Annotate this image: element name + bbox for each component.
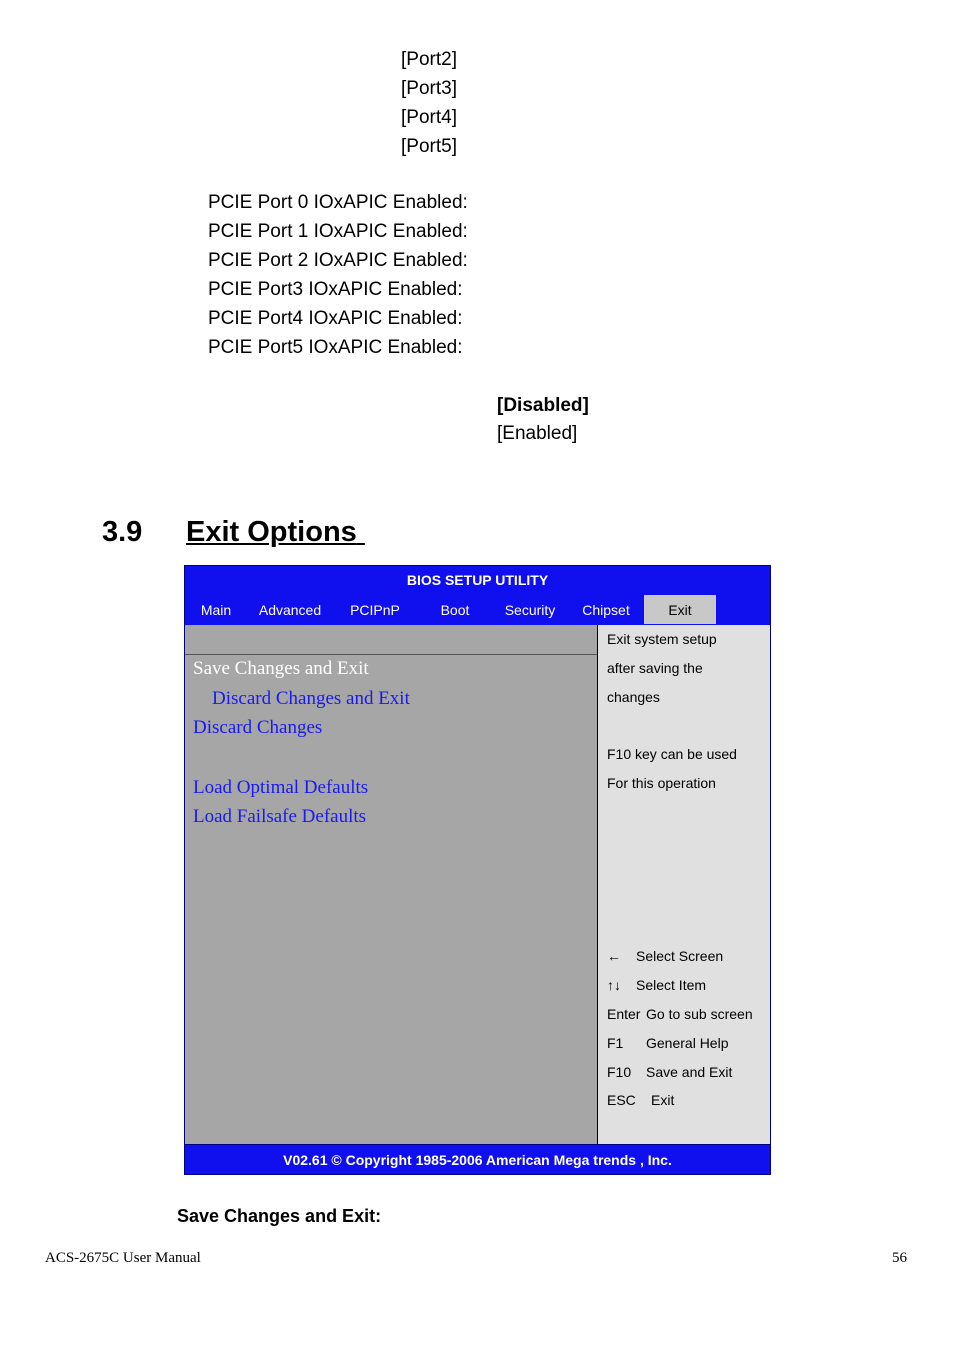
pcie-item: PCIE Port 0 IOxAPIC Enabled: [208,192,468,213]
tab-pcipnp[interactable]: PCIPnP [350,602,400,618]
key-desc: General Help [646,1035,729,1051]
pcie-ioxapic-list [208,190,468,364]
port-option: [Port2] [401,49,457,70]
bios-menu-panel [185,625,598,1144]
key-desc: Select Item [636,977,707,993]
bios-window [184,565,771,1175]
key-select-screen [607,946,723,966]
key-desc: Exit [651,1092,675,1108]
section-number: 3.9 [102,516,143,548]
key-esc [607,1090,674,1110]
manual-title: ACS-2675C User Manual [45,1250,201,1266]
tab-chipset[interactable]: Chipset [582,602,630,618]
key-label: Enter [607,1006,641,1022]
page-number: 56 [892,1250,907,1266]
option-default: [Disabled] [497,395,589,416]
option-values [497,393,589,449]
key-select-item [607,975,706,995]
port-option: [Port5] [401,136,457,157]
key-label: ESC [607,1092,636,1108]
section-title: Exit Options [186,516,357,548]
bios-tab-bar [185,594,770,625]
key-desc: Go to sub screen [646,1006,753,1022]
bios-title: BIOS SETUP UTILITY [185,566,770,594]
pcie-item: PCIE Port 2 IOxAPIC Enabled: [208,250,468,271]
tab-boot[interactable]: Boot [440,602,470,618]
subheading: Save Changes and Exit: [177,1206,382,1226]
menu-discard-changes-exit[interactable]: Discard Changes and Exit [212,688,410,709]
pcie-item: PCIE Port3 IOxAPIC Enabled: [208,279,463,300]
tab-main[interactable]: Main [200,602,232,618]
key-desc: Save and Exit [646,1064,733,1080]
help-text: after saving the [607,660,703,676]
key-label: F10 [607,1064,632,1080]
bios-help-panel [598,625,770,1144]
help-text: F10 key can be used [607,746,737,762]
option-alt: [Enabled] [497,423,578,444]
tab-exit[interactable]: Exit [644,595,716,624]
key-enter [607,1004,753,1024]
menu-load-failsafe-defaults[interactable]: Load Failsafe Defaults [193,806,367,827]
menu-discard-changes[interactable]: Discard Changes [193,717,323,738]
tab-security[interactable]: Security [504,602,556,618]
help-text: Exit system setup [607,631,717,647]
key-label: F1 [607,1035,624,1051]
menu-save-changes-exit[interactable]: Save Changes and Exit [193,658,369,679]
pcie-item: PCIE Port4 IOxAPIC Enabled: [208,308,463,329]
key-f1 [607,1033,729,1053]
tab-advanced[interactable]: Advanced [258,602,322,618]
key-f10 [607,1062,732,1082]
section-heading [102,516,365,549]
key-desc: Select Screen [636,948,724,964]
help-text: For this operation [607,775,716,791]
up-down-arrow-icon: ↑↓ [607,977,621,993]
port-option: [Port3] [401,78,457,99]
port-option: [Port4] [401,107,457,128]
menu-load-optimal-defaults[interactable]: Load Optimal Defaults [193,777,369,798]
help-text: changes [607,689,660,705]
pcie-item: PCIE Port 1 IOxAPIC Enabled: [208,221,468,242]
divider [185,654,597,655]
pcie-item: PCIE Port5 IOxAPIC Enabled: [208,337,463,358]
left-arrow-icon: ← [607,948,621,964]
port-options-list [401,47,457,163]
bios-copyright: V02.61 © Copyright 1985-2006 American Mega trends , Inc. [185,1144,770,1174]
